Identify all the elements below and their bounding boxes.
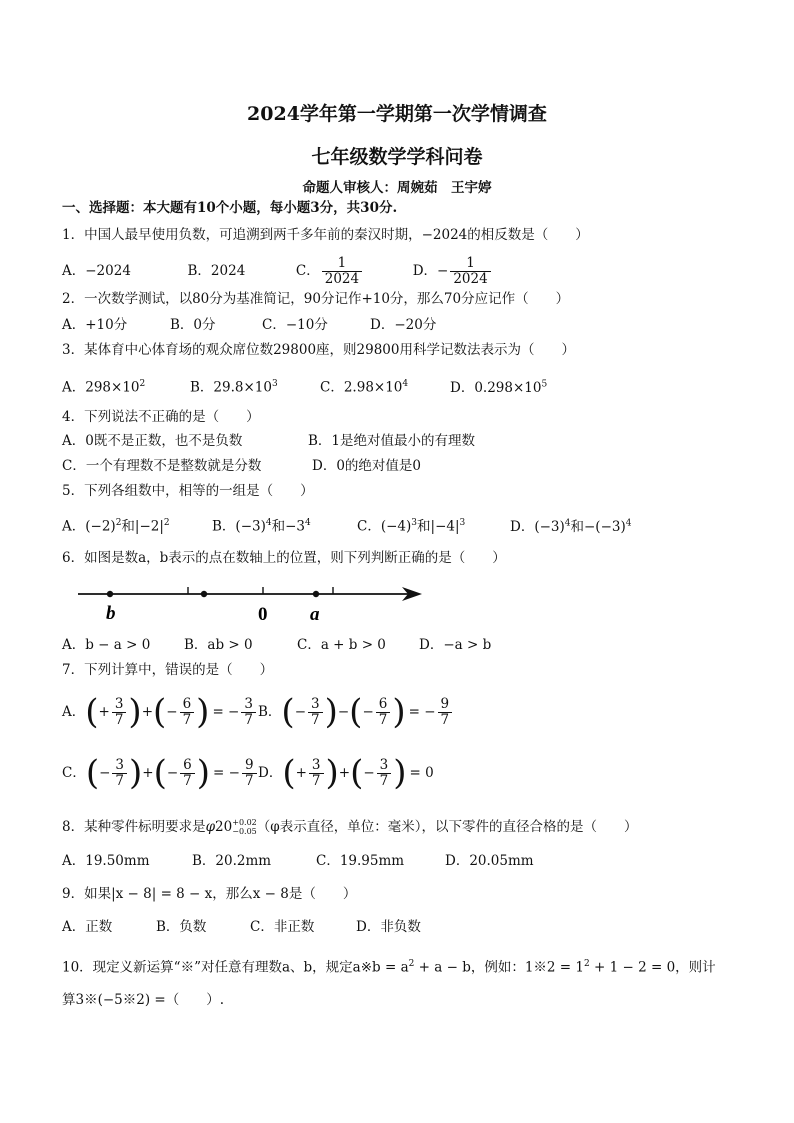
- q3-option-c: [320, 375, 450, 397]
- label-zero: 0: [258, 604, 268, 625]
- fraction-numerator: 3: [308, 697, 323, 713]
- exponent: 3: [271, 379, 278, 389]
- option-value: 29.8×10: [213, 379, 272, 396]
- exponent: 4: [265, 518, 272, 528]
- tolerance-base: 20: [215, 819, 233, 835]
- paren-right: ): [325, 753, 339, 793]
- fraction-denominator: 7: [379, 772, 389, 789]
- q4-option-d: D．0的绝对值是0: [312, 458, 422, 474]
- equals: = −: [408, 704, 436, 720]
- exponent: 3: [459, 518, 466, 528]
- q9-stem: 9．如果|x − 8| = 8 − x，那么x − 8是（ ）: [62, 886, 357, 902]
- q5-option-c: [357, 514, 510, 536]
- q1-option-d: D．−: [412, 263, 449, 279]
- fraction: [377, 758, 392, 789]
- term: |−2|: [134, 518, 164, 535]
- paren-right: ): [392, 692, 406, 732]
- q4-option-b: B．1是绝对值最小的有理数: [308, 433, 476, 449]
- fraction-numerator: 9: [438, 697, 453, 713]
- option-label: C．: [62, 765, 86, 781]
- q3-options: [62, 375, 547, 397]
- q1-option-a: A．−2024: [62, 263, 131, 279]
- q1-c-fraction: [322, 256, 362, 287]
- option-label: A．: [62, 379, 86, 396]
- q9-options: [62, 918, 421, 936]
- q7-option-b: [258, 688, 454, 736]
- fraction-numerator: 6: [180, 697, 195, 713]
- exponent: 2: [584, 959, 590, 969]
- term: (−3): [534, 518, 565, 535]
- paren-left: (: [85, 692, 99, 732]
- fraction: [376, 697, 391, 728]
- q9-option-b: B．负数: [156, 919, 207, 935]
- option-label: C．: [357, 518, 381, 535]
- sign: −: [362, 704, 374, 720]
- fraction: [180, 758, 195, 789]
- q8-option-d: D．20.05mm: [445, 853, 534, 869]
- q8-stem-prefix: 8．某种零件标明要求是: [62, 819, 206, 835]
- exponent: 4: [305, 518, 311, 528]
- fraction: [241, 697, 256, 728]
- page-subtitle: 七年级数学学科问卷: [311, 146, 483, 168]
- q8-option-a: A．19.50mm: [62, 853, 150, 869]
- fraction-numerator: 9: [242, 758, 257, 774]
- exponent: 2: [163, 518, 170, 528]
- fraction-numerator: 3: [309, 758, 324, 774]
- equals: = −: [213, 765, 240, 781]
- option-label: B．: [258, 704, 282, 720]
- q9-option-c: C．非正数: [250, 919, 315, 935]
- q10-line-2: 算3※(−5※2) =（ ）.: [62, 992, 225, 1008]
- paren-right: ): [324, 692, 338, 732]
- equals: = 0: [409, 765, 434, 781]
- term: (−3): [235, 518, 266, 535]
- point-b: [107, 591, 113, 597]
- fraction-numerator: 6: [376, 697, 391, 713]
- exponent: 2: [115, 518, 122, 528]
- paren-left: (: [85, 753, 100, 793]
- tolerance-lower: −0.05: [232, 827, 257, 836]
- q8-stem: [62, 818, 637, 836]
- fraction: [242, 758, 257, 789]
- q6-options: [62, 636, 491, 654]
- q6-option-a: A．b − a > 0: [62, 637, 151, 653]
- q5-options: [62, 514, 631, 536]
- q2-options: [62, 316, 436, 334]
- term: (−2): [85, 518, 116, 535]
- fraction-denominator: 7: [311, 772, 321, 789]
- fraction-numerator: 6: [180, 758, 195, 774]
- fraction-denominator: 7: [311, 711, 320, 728]
- paren-left: (: [282, 753, 296, 793]
- point-extra: [201, 591, 207, 597]
- q6-option-c: C．a + b > 0: [297, 637, 386, 653]
- q2-option-c: C．−10分: [262, 317, 328, 333]
- label-a: a: [310, 604, 320, 625]
- fraction: [309, 758, 324, 789]
- q5-option-b: [212, 514, 357, 536]
- option-label: D．: [450, 379, 475, 396]
- term: −3: [285, 518, 305, 535]
- conjunction: 和: [121, 518, 135, 535]
- exponent: 4: [625, 518, 632, 528]
- q4-option-a: A．0既不是正数，也不是负数: [62, 433, 243, 449]
- q2-option-a: A．+10分: [62, 317, 128, 333]
- q5-stem: 5．下列各组数中，相等的一组是（ ）: [62, 483, 314, 499]
- q4-option-c: C．一个有理数不是整数就是分数: [62, 458, 262, 474]
- q7-option-c: [62, 749, 259, 797]
- tolerance: [232, 818, 257, 836]
- fraction: [112, 758, 127, 789]
- fraction-numerator: 1: [450, 256, 490, 272]
- fraction-numerator: 3: [112, 758, 127, 774]
- fraction-numerator: 3: [112, 697, 127, 713]
- option-label: D．: [258, 765, 283, 781]
- fraction-numerator: 1: [322, 256, 362, 272]
- paren-right: ): [128, 692, 142, 732]
- operator: +: [141, 704, 153, 720]
- sign: −: [363, 765, 375, 781]
- fraction: [112, 697, 127, 728]
- option-label: C．: [320, 379, 344, 396]
- option-label: B．: [212, 518, 236, 535]
- conjunction: 和: [417, 518, 431, 535]
- q3-stem: 3．某体育中心体育场的观众席位数29800座，则29800用科学记数法表示为（ ）: [62, 342, 575, 358]
- option-label: A．: [62, 518, 86, 535]
- paren-right: ): [196, 753, 211, 793]
- q5-option-d: [510, 519, 631, 535]
- exponent: 4: [564, 518, 571, 528]
- term: (−4): [380, 518, 412, 535]
- operator: −: [337, 704, 350, 720]
- operator: +: [142, 765, 154, 781]
- paren-left: (: [281, 692, 295, 732]
- operator: +: [338, 765, 351, 781]
- q2-option-d: D．−20分: [370, 317, 437, 333]
- exponent: 2: [139, 379, 146, 389]
- q8-option-c: C．19.95mm: [316, 853, 405, 869]
- q5-option-a: [62, 514, 212, 536]
- label-b: b: [106, 603, 116, 624]
- q10-text-b: + a − b，例如：1※2 = 1: [414, 959, 584, 976]
- sign: +: [98, 704, 110, 720]
- tolerance-upper: +0.02: [232, 818, 257, 827]
- fraction-numerator: 3: [377, 758, 392, 774]
- q3-option-a: [62, 375, 190, 397]
- option-label: D．: [510, 518, 535, 535]
- q1-stem: 1．中国人最早使用负数，可追溯到两千多年前的秦汉时期，−2024的相反数是（ ）: [62, 227, 589, 243]
- q2-option-b: B．0分: [170, 317, 216, 333]
- sign: −: [166, 765, 179, 781]
- sign: −: [294, 704, 306, 720]
- q6-stem: 6．如图是数a，b表示的点在数轴上的位置，则下列判断正确的是（ ）: [62, 550, 506, 566]
- paren-left: (: [350, 753, 364, 793]
- q10-text-c: + 1 − 2 = 0，则计: [589, 959, 716, 976]
- q7-option-a: [62, 688, 258, 736]
- q1-option-b: B．2024: [187, 263, 246, 279]
- q2-stem: 2．一次数学测试，以80分为基准简记，90分记作+10分，那么70分应记作（ ）: [62, 291, 570, 307]
- fraction-denominator: 7: [183, 772, 192, 789]
- option-value: 298×10: [85, 379, 140, 396]
- q7-option-d: [258, 749, 434, 797]
- authors: 命题人审核人：周婉茹 王宇婷: [302, 180, 492, 196]
- fraction-denominator: 7: [115, 772, 125, 789]
- paren-right: ): [393, 753, 407, 793]
- paren-right: ): [196, 692, 210, 732]
- q9-option-a: A．正数: [62, 919, 113, 935]
- fraction-denominator: 7: [182, 711, 192, 728]
- fraction-denominator: 7: [378, 711, 388, 728]
- paren-left: (: [349, 692, 363, 732]
- phi-symbol: φ: [205, 819, 216, 835]
- sign: −: [166, 704, 178, 720]
- q9-option-d: D．非负数: [356, 919, 421, 935]
- option-label: A．: [62, 704, 86, 720]
- q1-option-c: C．: [295, 263, 320, 279]
- q8-stem-suffix: （φ表示直径，单位：毫米），以下零件的直径合格的是（ ）: [256, 819, 638, 835]
- q8-option-b: B．20.2mm: [192, 853, 272, 869]
- q1-d-fraction: [450, 256, 490, 287]
- option-label: B．: [190, 379, 214, 396]
- equals: = −: [212, 704, 240, 720]
- paren-right: ): [129, 753, 143, 793]
- q7-stem: 7．下列计算中，错误的是（ ）: [62, 662, 274, 678]
- q3-option-d: [450, 380, 547, 396]
- fraction-denominator: 7: [244, 772, 254, 789]
- q4-stem: 4．下列说法不正确的是（ ）: [62, 409, 260, 425]
- point-a: [313, 591, 319, 597]
- conjunction: 和: [570, 518, 584, 535]
- exponent: 5: [541, 379, 548, 389]
- q6-option-b: B．ab > 0: [184, 637, 253, 653]
- q10-line-1: [62, 955, 716, 977]
- fraction-denominator: 7: [440, 711, 450, 728]
- q6-option-d: D．−a > b: [419, 637, 492, 653]
- term: −(−3): [584, 518, 626, 535]
- q4-options-row2: [62, 457, 421, 475]
- fraction: [180, 697, 195, 728]
- exponent: 4: [402, 379, 409, 389]
- sign: −: [99, 765, 111, 781]
- q8-options: [62, 852, 534, 870]
- option-value: 2.98×10: [343, 379, 403, 396]
- fraction-numerator: 3: [241, 697, 256, 713]
- term: |−4|: [430, 518, 460, 535]
- fraction-denominator: 2024: [453, 271, 488, 287]
- sign: +: [295, 765, 307, 781]
- q1-options: [62, 256, 493, 287]
- fraction-denominator: 7: [114, 711, 124, 728]
- q10-text-a: 10．现定义新运算“※”对任意有理数a、b，规定a※b = a: [62, 959, 409, 976]
- section-heading: 一、选择题：本大题有10个小题，每小题3分，共30分.: [62, 200, 398, 216]
- q4-options-row1: [62, 432, 475, 450]
- paren-left: (: [153, 753, 167, 793]
- fraction-denominator: 7: [244, 711, 253, 728]
- q3-option-b: [190, 375, 320, 397]
- fraction-denominator: 2024: [324, 271, 360, 287]
- exponent: 2: [408, 959, 415, 969]
- page-title: 2024学年第一学期第一次学情调查: [247, 103, 547, 125]
- paren-left: (: [153, 692, 167, 732]
- option-value: 0.298×10: [474, 379, 542, 396]
- fraction: [438, 697, 453, 728]
- fraction: [308, 697, 323, 728]
- number-line: [70, 578, 440, 630]
- exponent: 3: [411, 518, 418, 528]
- conjunction: 和: [271, 518, 286, 535]
